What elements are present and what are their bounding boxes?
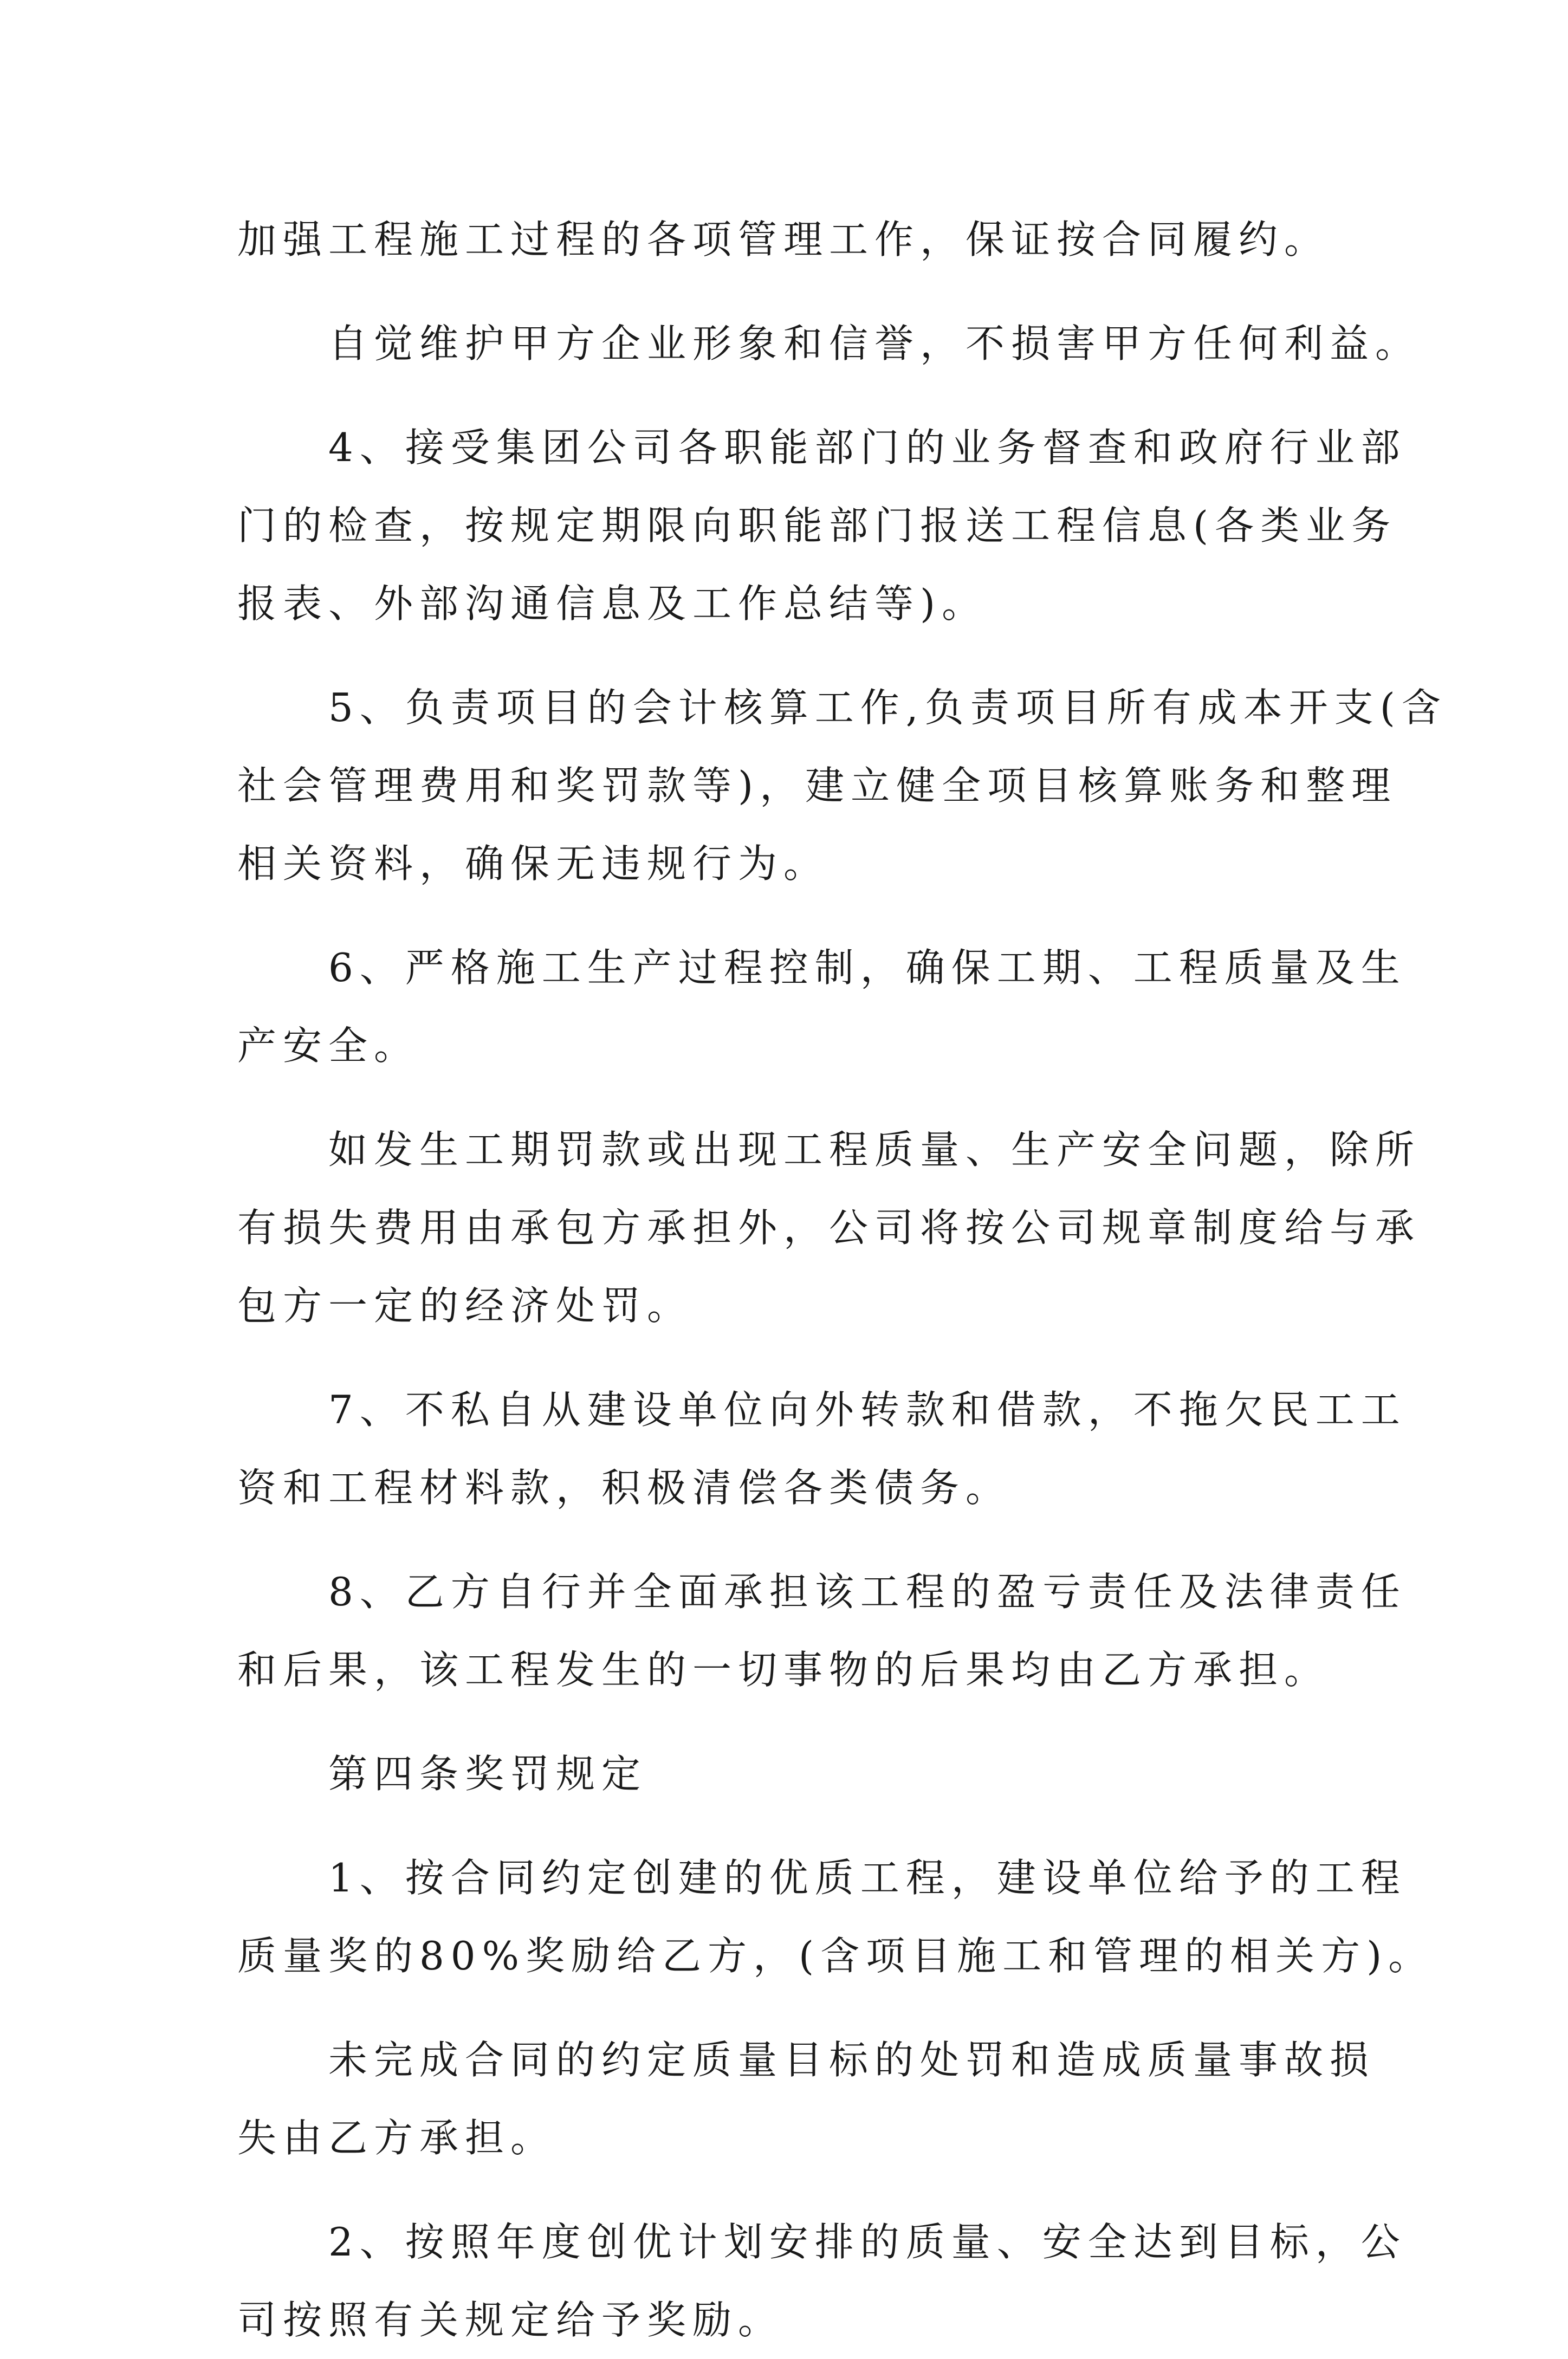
- text-line: 有损失费用由承包方承担外，公司将按公司规章制度给与承: [237, 1205, 1421, 1250]
- text-line: 和后果，该工程发生的一切事物的后果均由乙方承担。: [237, 1647, 1330, 1693]
- text-line: 包方一定的经济处罚。: [237, 1283, 693, 1328]
- text-line: 资和工程材料款，积极清偿各类债务。: [237, 1465, 1012, 1511]
- text-line: 如发生工期罚款或出现工程质量、生产安全问题，除所: [328, 1127, 1421, 1172]
- text-line: 未完成合同的约定质量目标的处罚和造成质量事故损: [328, 2037, 1376, 2083]
- document-body: [237, 200, 1447, 2359]
- text-line: 报表、外部沟通信息及工作总结等)。: [237, 581, 988, 626]
- text-line: 8、乙方自行并全面承担该工程的盈亏责任及法律责任: [328, 1569, 1407, 1615]
- text-line: 4、接受集团公司各职能部门的业务督查和政府行业部: [328, 425, 1407, 470]
- text-line: 门的检查，按规定期限向职能部门报送工程信息(各类业务: [237, 503, 1397, 548]
- text-line: 司按照有关规定给予奖励。: [237, 2297, 784, 2343]
- text-line: 2、按照年度创优计划安排的质量、安全达到目标，公: [328, 2219, 1407, 2265]
- text-line: 质量奖的80%奖励给乙方，(含项目施工和管理的相关方)。: [237, 1933, 1434, 1979]
- text-line: 第四条奖罚规定: [328, 1751, 647, 1797]
- text-line: 6、严格施工生产过程控制，确保工期、工程质量及生: [328, 945, 1407, 990]
- text-line: 加强工程施工过程的各项管理工作，保证按合同履约。: [237, 217, 1330, 262]
- text-line: 1、按合同约定创建的优质工程，建设单位给予的工程: [328, 1855, 1407, 1901]
- text-line: 自觉维护甲方企业形象和信誉，不损害甲方任何利益。: [328, 321, 1421, 366]
- text-line: 相关资料，确保无违规行为。: [237, 841, 830, 886]
- text-line: 5、负责项目的会计核算工作,负责项目所有成本开支(含: [328, 685, 1447, 730]
- text-line: 社会管理费用和奖罚款等)，建立健全项目核算账务和整理: [237, 763, 1397, 808]
- text-line: 产安全。: [237, 1023, 420, 1068]
- text-line: 失由乙方承担。: [237, 2115, 556, 2161]
- text-line: 7、不私自从建设单位向外转款和借款，不拖欠民工工: [328, 1387, 1407, 1433]
